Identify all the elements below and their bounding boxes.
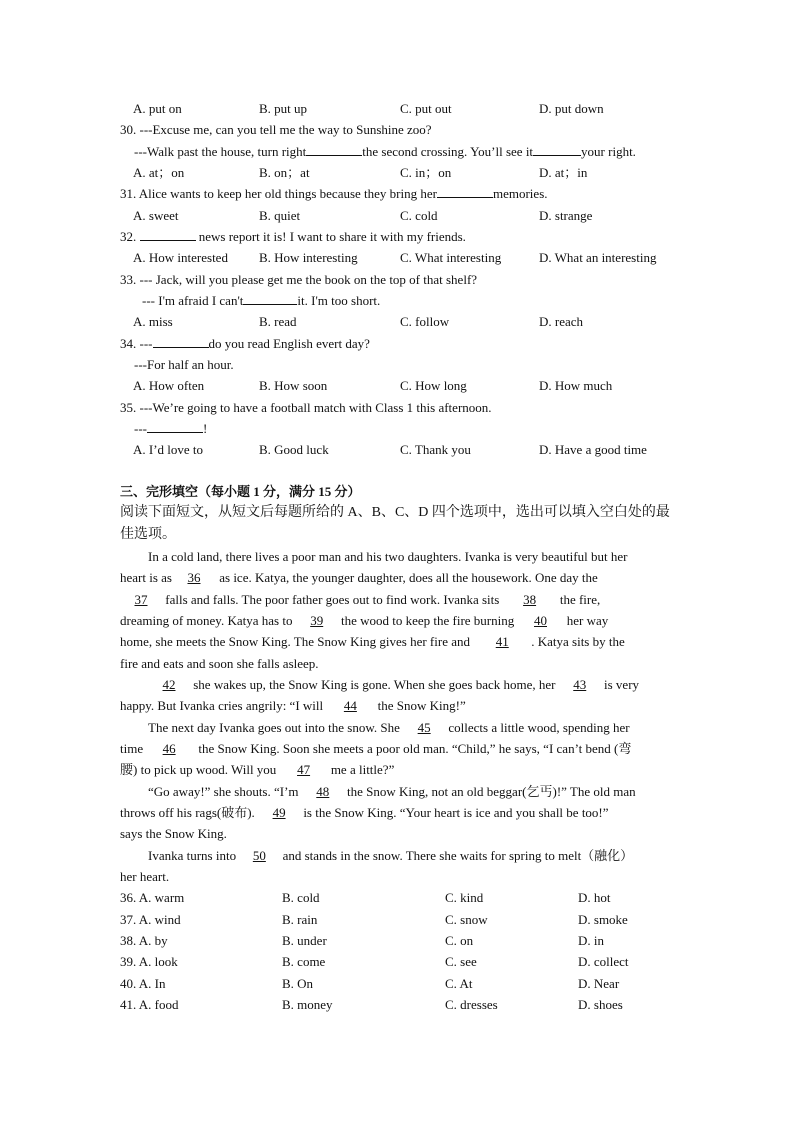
answer-blank	[140, 229, 196, 241]
answer-d: D. Near	[578, 976, 620, 991]
answer-b: B. rain	[282, 912, 318, 927]
text: The next day Ivanka goes out into the snow. She	[148, 720, 404, 735]
text: memories.	[492, 186, 548, 201]
section-instructions: 阅读下面短文，从短文后每题所给的 A、B、C、D 四个选项中，选出可以填入空白处的最	[120, 505, 670, 520]
option-c: C. Thank you	[400, 442, 471, 457]
text: --- I'm afraid I can't	[142, 293, 244, 308]
passage-line	[120, 741, 631, 757]
option-d: D. strange	[539, 208, 593, 223]
answer-b: B. On	[282, 976, 314, 991]
option-d: D. What an interesting	[539, 250, 657, 265]
blank-37: 37	[134, 592, 148, 607]
text: 32.	[120, 229, 137, 244]
passage-line	[120, 634, 625, 650]
answer-b: B. come	[282, 954, 326, 969]
answer-c: C. At	[445, 976, 473, 991]
blank-44: 44	[343, 698, 357, 713]
blank-36: 36	[187, 570, 201, 585]
answer-a: 41. A. food	[120, 997, 179, 1012]
option-a: A. miss	[133, 314, 173, 329]
option-d: D. put down	[539, 101, 604, 116]
passage-line	[120, 570, 598, 586]
question-33-stem: 33. --- Jack, will you please get me the book on the top of that shelf?	[120, 272, 478, 287]
answer-c: C. on	[445, 933, 474, 948]
text: 34. ---	[120, 336, 153, 351]
answer-blank	[243, 293, 297, 305]
text: Ivanka turns into	[148, 848, 240, 863]
answer-a: 40. A. In	[120, 976, 166, 991]
answer-a: 36. A. warm	[120, 890, 185, 905]
option-d: D. reach	[539, 314, 584, 329]
blank-46: 46	[162, 741, 176, 756]
option-c: C. put out	[400, 101, 452, 116]
option-b: B. How interesting	[259, 250, 358, 265]
passage-line: says the Snow King.	[120, 826, 227, 841]
text: 31. Alice wants to keep her old things because they bring her	[120, 186, 437, 201]
text: do you read English evert day?	[208, 336, 370, 351]
passage-line	[120, 613, 608, 629]
option-c: C. cold	[400, 208, 438, 223]
text: your right.	[581, 144, 636, 159]
answer-blank	[533, 144, 581, 156]
text: home, she meets the Snow King. The Snow King gives her fire and	[120, 634, 474, 649]
blank-39: 39	[310, 613, 324, 628]
passage-line	[120, 805, 609, 821]
question-32-stem	[120, 229, 466, 245]
text: the second crossing. You’ll see it	[362, 144, 534, 159]
option-c: C. in；on	[400, 165, 452, 180]
answer-a: 38. A. by	[120, 933, 168, 948]
blank-49: 49	[272, 805, 286, 820]
option-a: A. put on	[133, 101, 182, 116]
blank-42: 42	[162, 677, 176, 692]
text: “Go away!” she shouts. “I’m	[148, 784, 302, 799]
text: . Katya sits by the	[531, 634, 625, 649]
text: the Snow King. Soon she meets a poor old man. “Child,” he says, “I can’t bend (弯	[195, 741, 632, 756]
option-a: A. sweet	[133, 208, 179, 223]
question-30-stem: 30. ---Excuse me, can you tell me the way to Sunshine zoo?	[120, 122, 432, 137]
answer-c: C. see	[445, 954, 477, 969]
question-34-line2: ---For half an hour.	[134, 357, 234, 372]
answer-b: B. cold	[282, 890, 320, 905]
text: the wood to keep the fire burning	[337, 613, 518, 628]
passage-line: her heart.	[120, 869, 170, 884]
answer-blank	[147, 421, 203, 433]
option-b: B. How soon	[259, 378, 328, 393]
blank-48: 48	[316, 784, 330, 799]
option-a: A. at；on	[133, 165, 185, 180]
passage-line	[148, 784, 636, 800]
option-b: B. on；at	[259, 165, 310, 180]
answer-d: D. collect	[578, 954, 629, 969]
text: 腰) to pick up wood. Will you	[120, 762, 280, 777]
blank-47: 47	[297, 762, 311, 777]
text: falls and falls. The poor father goes out to find work. Ivanka sits	[162, 592, 503, 607]
passage-line: In a cold land, there lives a poor man and his two daughters. Ivanka is very beautiful but her	[148, 549, 628, 564]
option-c: C. follow	[400, 314, 450, 329]
text: news report it is! I want to share it with my friends.	[198, 229, 466, 244]
section-instructions: 佳选项。	[120, 527, 176, 542]
blank-45: 45	[417, 720, 431, 735]
answer-c: C. snow	[445, 912, 488, 927]
text: heart is as	[120, 570, 172, 585]
answer-d: D. hot	[578, 890, 611, 905]
text: it. I'm too short.	[297, 293, 381, 308]
passage-line: fire and eats and soon she falls asleep.	[120, 656, 319, 671]
option-d: D. at；in	[539, 165, 588, 180]
option-d: D. How much	[539, 378, 613, 393]
answer-blank	[437, 186, 493, 198]
option-a: A. How interested	[133, 250, 228, 265]
text: as ice. Katya, the younger daughter, does all the housework. One day the	[215, 570, 598, 585]
text: collects a little wood, spending her	[445, 720, 630, 735]
option-b: B. read	[259, 314, 297, 329]
option-a: A. How often	[133, 378, 205, 393]
answer-a: 39. A. look	[120, 954, 178, 969]
answer-blank	[153, 336, 209, 348]
answer-d: D. smoke	[578, 912, 628, 927]
text: happy. But Ivanka cries angrily: “I will	[120, 698, 327, 713]
answer-d: D. in	[578, 933, 604, 948]
blank-40: 40	[534, 613, 547, 628]
text: dreaming of money. Katya has to	[120, 613, 296, 628]
question-35-stem: 35. ---We’re going to have a football match with Class 1 this afternoon.	[120, 400, 492, 415]
answer-blank	[306, 144, 362, 156]
text: ---Walk past the house, turn right	[134, 144, 307, 159]
answer-c: C. dresses	[445, 997, 498, 1012]
text: !	[203, 421, 208, 436]
question-34-stem	[120, 336, 370, 352]
passage-line	[148, 720, 630, 736]
option-d: D. Have a good time	[539, 442, 647, 457]
text: time	[120, 741, 144, 756]
answer-a: 37. A. wind	[120, 912, 181, 927]
answer-b: B. under	[282, 933, 327, 948]
blank-38: 38	[523, 592, 537, 607]
text: the fire,	[556, 592, 601, 607]
answer-c: C. kind	[445, 890, 484, 905]
text: is the Snow King. “Your heart is ice and you shall be too!”	[300, 805, 609, 820]
option-c: C. What interesting	[400, 250, 502, 265]
passage-line	[120, 762, 394, 778]
section-heading: 三、完形填空（每小题 1 分，满分 15 分）	[120, 484, 361, 499]
option-b: B. Good luck	[259, 442, 329, 457]
option-a: A. I’d love to	[133, 442, 204, 457]
text: the Snow King!”	[374, 698, 466, 713]
answer-d: D. shoes	[578, 997, 623, 1012]
passage-line	[120, 698, 466, 714]
text: the Snow King, not an old beggar(乞丐)!” The old man	[343, 784, 636, 799]
text: and stands in the snow. There she waits for spring to melt（融化）	[279, 848, 634, 863]
answer-b: B. money	[282, 997, 333, 1012]
text: me a little?”	[327, 762, 395, 777]
question-31-stem	[120, 186, 548, 202]
passage-line	[120, 592, 600, 608]
text: throws off his rags(破布).	[120, 805, 259, 820]
text: she wakes up, the Snow King is gone. When she goes back home, her	[190, 677, 559, 692]
option-c: C. How long	[400, 378, 467, 393]
text: is very	[600, 677, 640, 692]
option-b: B. put up	[259, 101, 308, 116]
question-35-line2	[134, 421, 207, 437]
option-b: B. quiet	[259, 208, 301, 223]
text: her way	[563, 613, 609, 628]
blank-41: 41	[495, 634, 509, 649]
question-30-line2	[134, 144, 636, 160]
passage-line	[148, 677, 639, 693]
question-33-line2	[142, 293, 380, 309]
passage-line	[148, 848, 633, 864]
blank-50: 50	[252, 848, 266, 863]
text: ---	[134, 421, 147, 436]
blank-43: 43	[573, 677, 587, 692]
